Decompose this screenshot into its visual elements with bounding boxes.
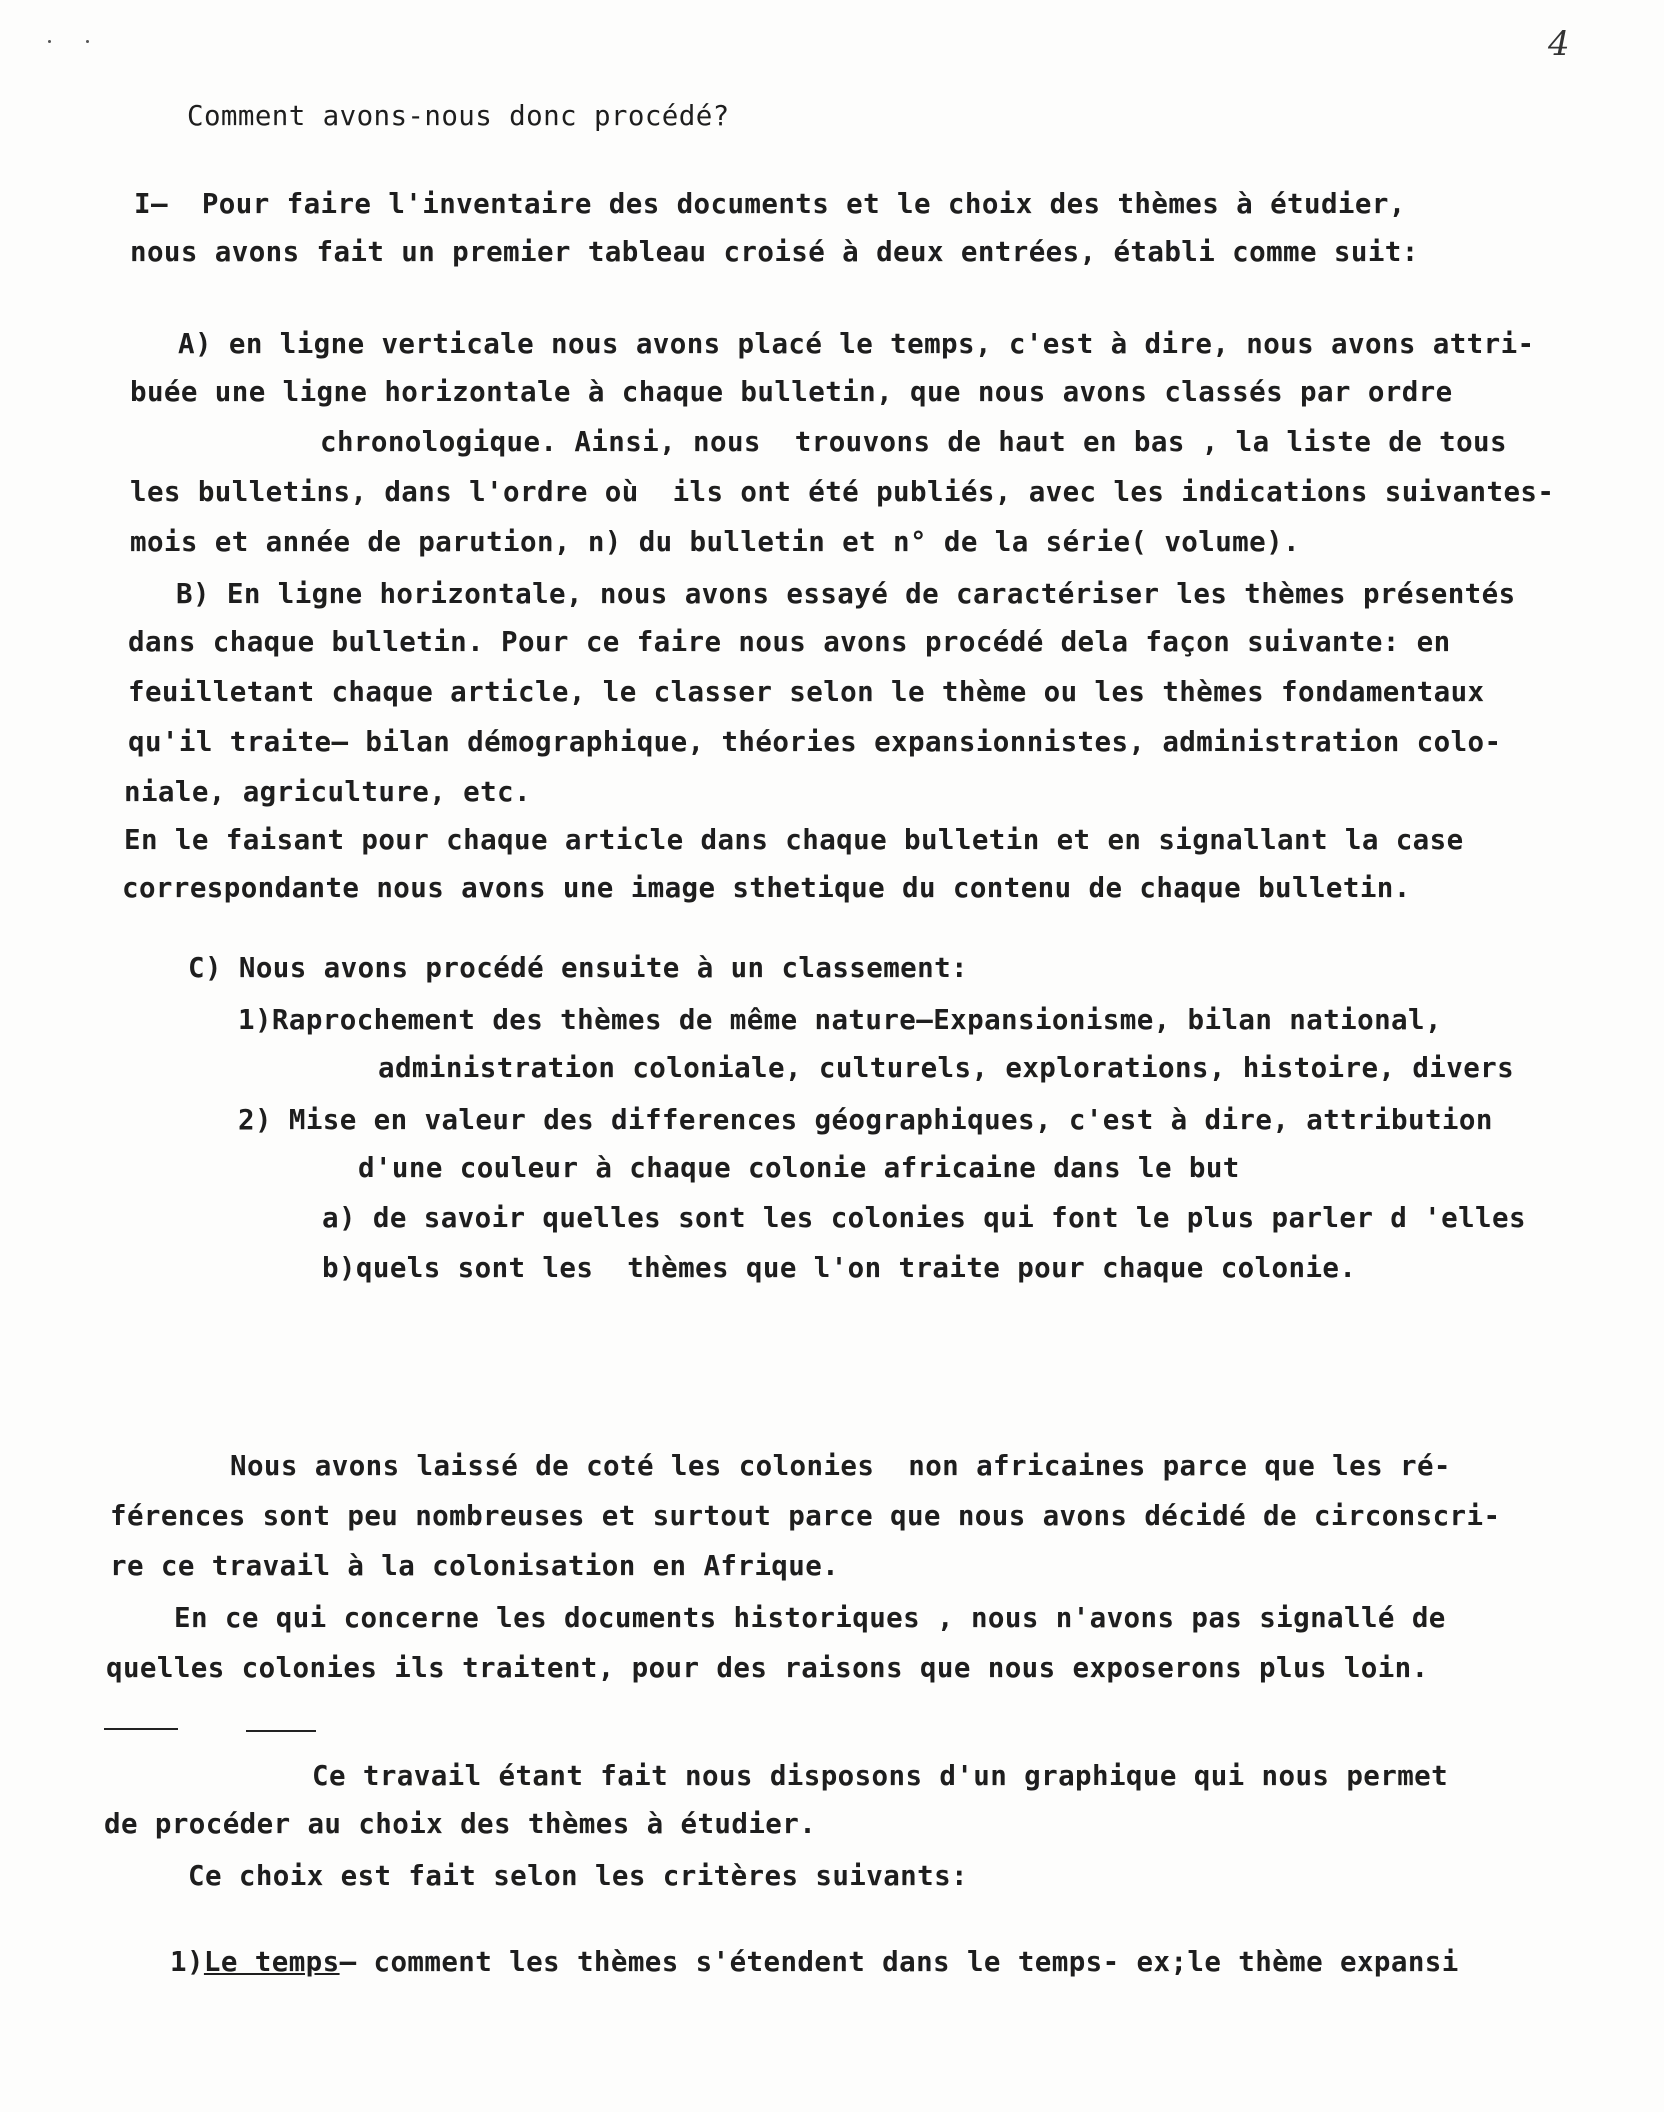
section-c-item2-b: b)quels sont les thèmes que l'on traite pour chaque colonie. xyxy=(322,1252,1357,1284)
section-d-line: férences sont peu nombreuses et surtout parce que nous avons décidé de circonscri- xyxy=(110,1500,1501,1532)
section-b-line: feuilletant chaque article, le classer selon le thème ou les thèmes fondamentaux xyxy=(128,676,1485,708)
section-b-line: dans chaque bulletin. Pour ce faire nous avons procédé dela façon suivante: en xyxy=(128,626,1451,658)
separator-dash xyxy=(246,1730,316,1732)
section-c-item2: 2) Mise en valeur des differences géographiques, c'est à dire, attribution xyxy=(238,1104,1493,1136)
criterion-1-text: — comment les thèmes s'étendent dans le temps- ex;le thème expansi xyxy=(339,1946,1459,1978)
criterion-1-label: Le temps xyxy=(203,1946,340,1978)
page-heading: Comment avons-nous donc procédé? xyxy=(187,100,730,132)
section-a-line: les bulletins, dans l'ordre où ils ont été publiés, avec les indications suivantes- xyxy=(130,476,1555,508)
section-b-line: B) En ligne horizontale, nous avons essayé de caractériser les thèmes présentés xyxy=(176,578,1516,610)
section-b-line: En le faisant pour chaque article dans chaque bulletin et en signallant la case xyxy=(124,824,1464,856)
section-d-line: re ce travail à la colonisation en Afrique. xyxy=(110,1550,840,1582)
section-d-line: quelles colonies ils traitent, pour des raisons que nous exposerons plus loin. xyxy=(106,1652,1429,1684)
section-a-line: chronologique. Ainsi, nous trouvons de haut en bas , la liste de tous xyxy=(320,426,1507,458)
scan-speck xyxy=(86,40,89,43)
section-c-item2-a: a) de savoir quelles sont les colonies qui font le plus parler d 'elles xyxy=(322,1202,1526,1234)
section-e-line: de procéder au choix des thèmes à étudier. xyxy=(104,1808,817,1840)
section-e-line: Ce choix est fait selon les critères suivants: xyxy=(188,1860,968,1892)
section-c-item1: 1)Raprochement des thèmes de même nature—Expansionisme, bilan national, xyxy=(238,1004,1442,1036)
scan-speck xyxy=(48,40,51,43)
section-b-line: correspondante nous avons une image sthetique du contenu de chaque bulletin. xyxy=(122,872,1411,904)
section-c-intro: C) Nous avons procédé ensuite à un classement: xyxy=(188,952,968,984)
separator-dash xyxy=(104,1728,178,1730)
section-d-line: En ce qui concerne les documents historiques , nous n'avons pas signallé de xyxy=(174,1602,1446,1634)
section-a-line: A) en ligne verticale nous avons placé le temps, c'est à dire, nous avons attri- xyxy=(178,328,1535,360)
section1-line: nous avons fait un premier tableau croisé à deux entrées, établi comme suit: xyxy=(130,236,1419,268)
page-number: 4 xyxy=(1548,24,1571,64)
criterion-1-number: 1) xyxy=(170,1946,204,1978)
section-e-line: Ce travail étant fait nous disposons d'un graphique qui nous permet xyxy=(312,1760,1449,1792)
criterion-1 xyxy=(170,1944,1459,1980)
section-b-line: niale, agriculture, etc. xyxy=(124,776,531,808)
section-c-item1-cont: administration coloniale, culturels, explorations, histoire, divers xyxy=(378,1052,1515,1084)
section-d-line: Nous avons laissé de coté les colonies non africaines parce que les ré- xyxy=(230,1450,1451,1482)
section-a-line: buée une ligne horizontale à chaque bulletin, que nous avons classés par ordre xyxy=(130,376,1453,408)
section-c-item2-cont: d'une couleur à chaque colonie africaine dans le but xyxy=(358,1152,1240,1184)
section-a-line: mois et année de parution, n) du bulletin et n° de la série( volume). xyxy=(130,526,1300,558)
section-b-line: qu'il traite— bilan démographique, théories expansionnistes, administration colo- xyxy=(128,726,1502,758)
section1-line: I— Pour faire l'inventaire des documents et le choix des thèmes à étudier, xyxy=(134,188,1406,220)
